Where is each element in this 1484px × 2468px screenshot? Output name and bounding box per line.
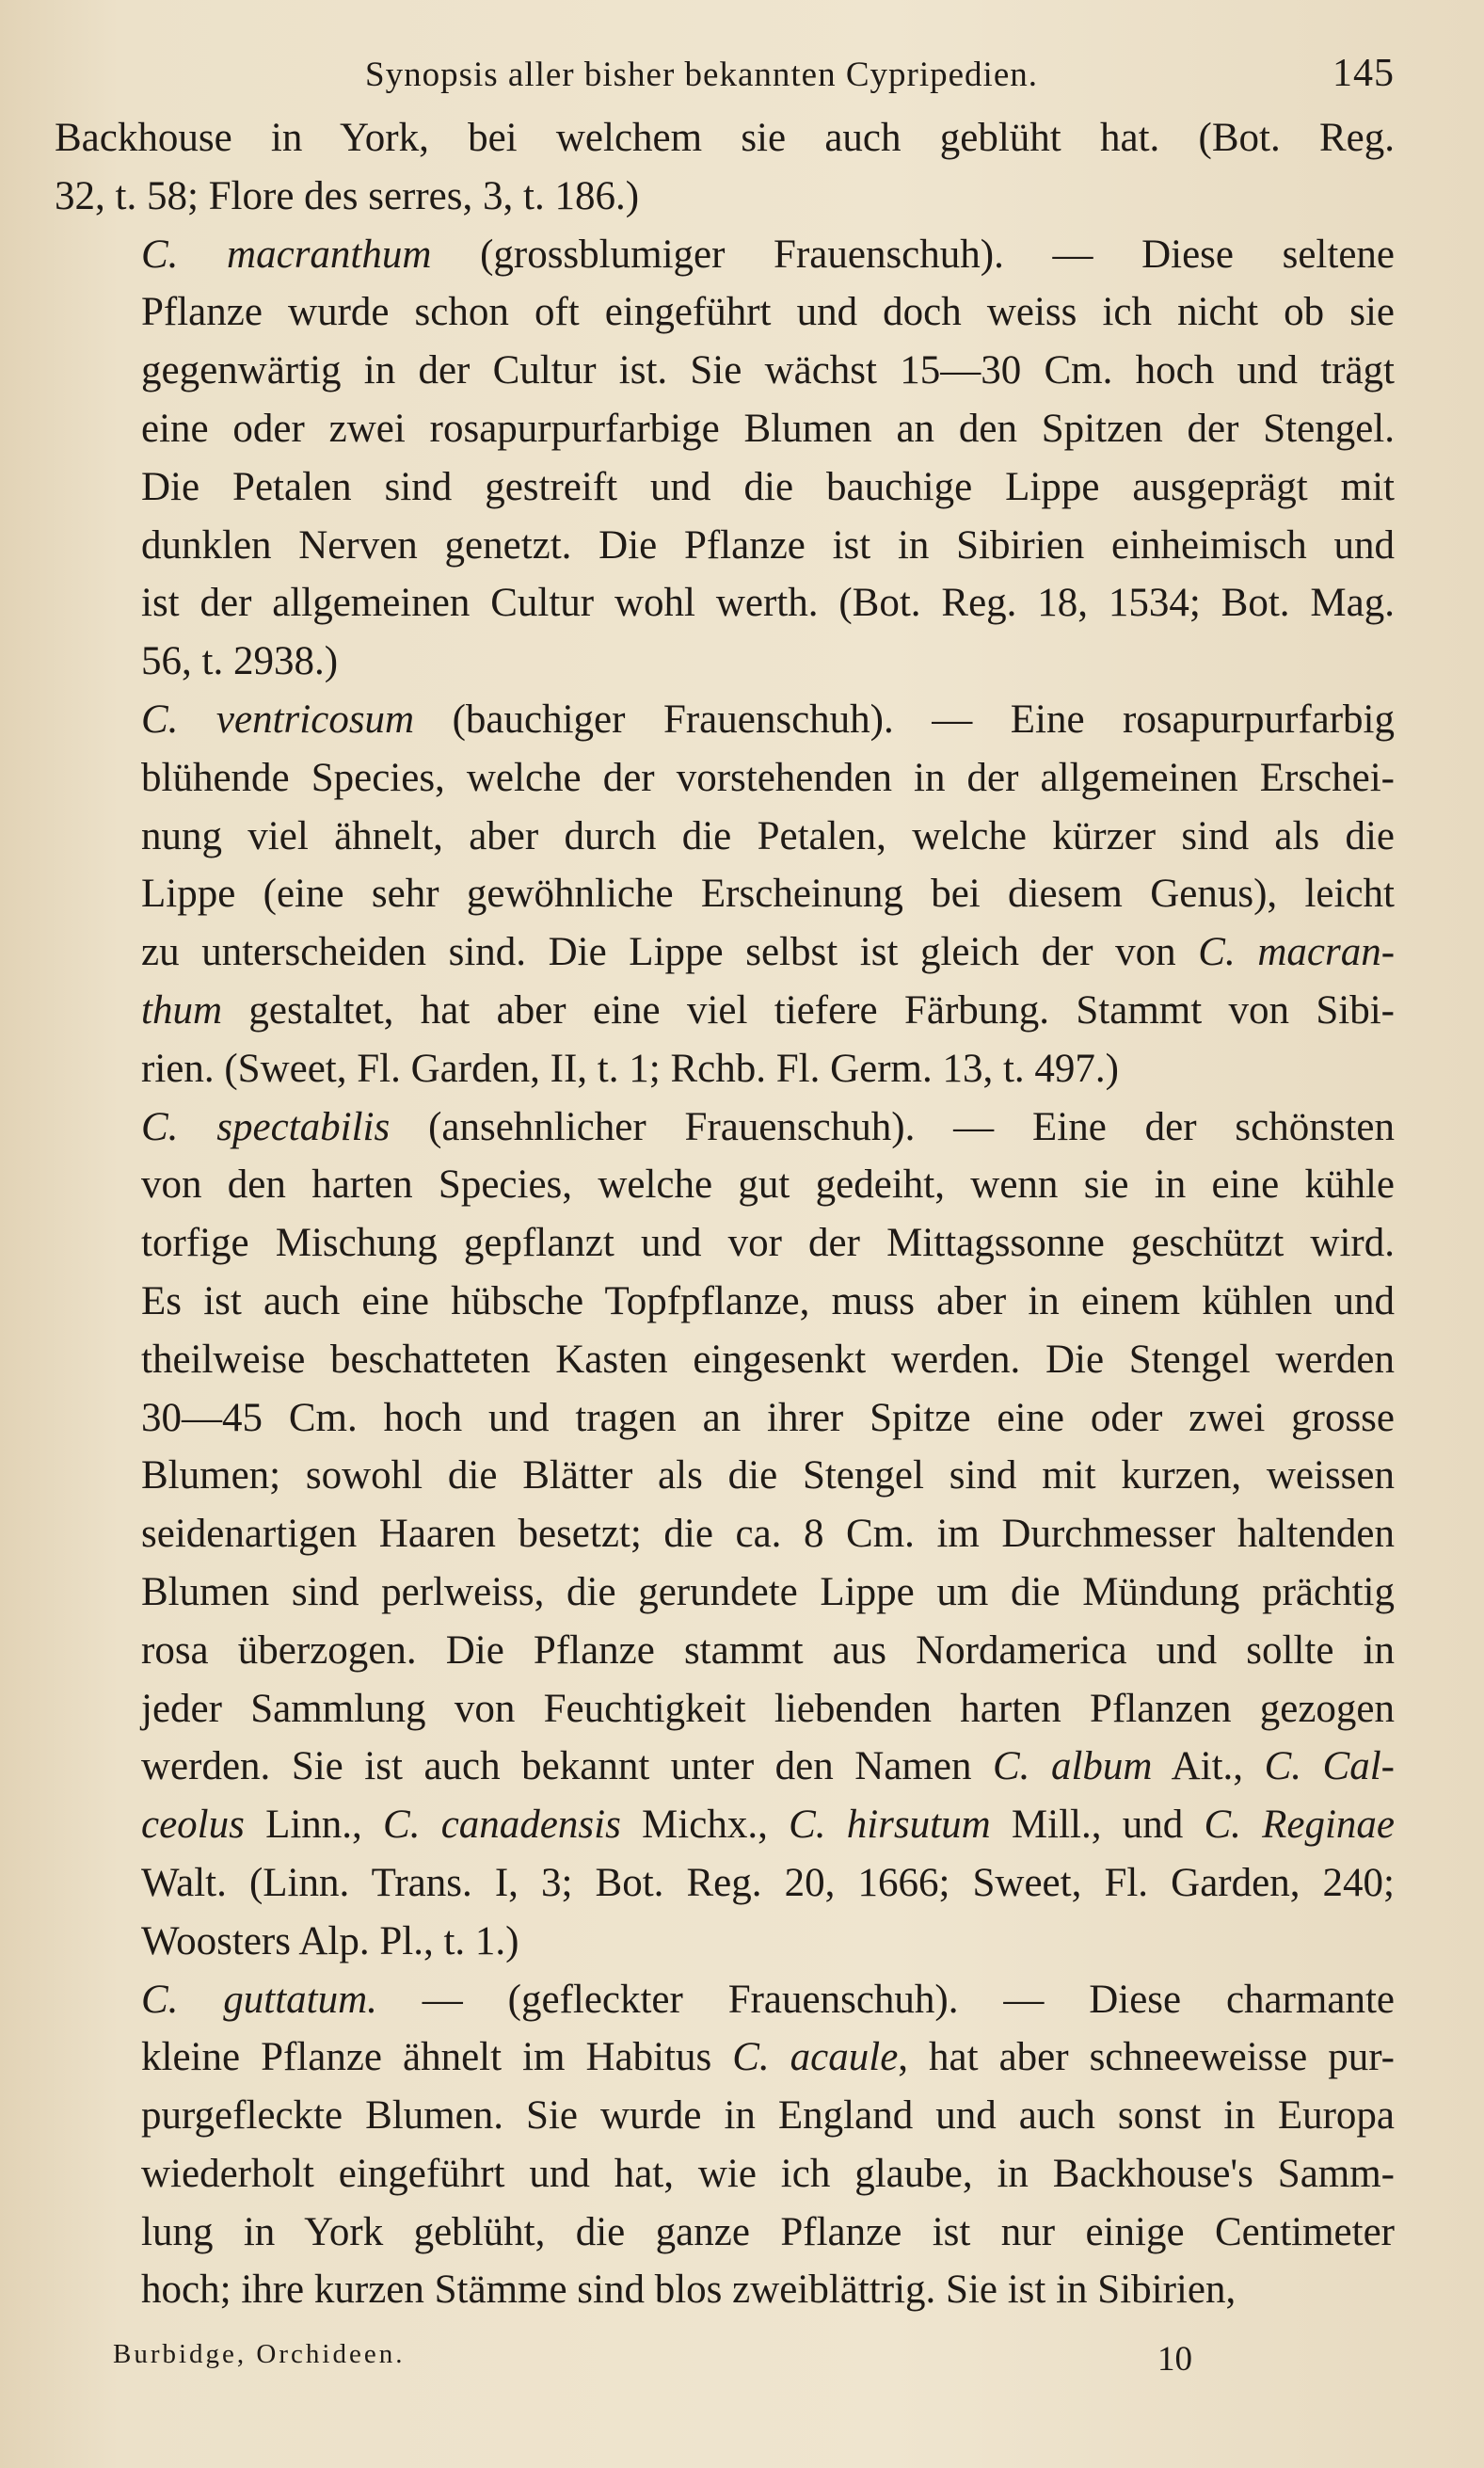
species-name: C. spectabilis (141, 1104, 391, 1149)
body-text (55, 109, 1395, 2319)
text-line (55, 1505, 1395, 1563)
paragraph (55, 226, 1395, 691)
text-line (55, 109, 1395, 168)
running-header (55, 47, 1395, 109)
species-name: C. acaule (732, 2035, 899, 2080)
text-line (55, 1156, 1395, 1214)
text-line (55, 2028, 1395, 2087)
text-line (55, 1273, 1395, 1331)
text-run: blühende Species, welche der vorstehenden in der allgemeinen Erschei- (141, 755, 1395, 800)
text-line (55, 1331, 1395, 1389)
text-run: Mill., und (990, 1803, 1205, 1848)
text-run: seidenartigen Haaren besetzt; die ca. 8 Cm. im Durchmesser haltenden (141, 1512, 1395, 1557)
text-run: Pflanze wurde schon oft eingeführt und doch weiss ich nicht ob sie (141, 290, 1395, 335)
text-line (55, 1389, 1395, 1448)
species-name: C. canadensis (383, 1803, 621, 1848)
species-name: C. album (992, 1744, 1153, 1789)
text-line (55, 1913, 1395, 1971)
text-run: Backhouse in York, bei welchem sie auch geblüht hat. (Bot. Reg. (55, 116, 1395, 160)
species-name: C. Reginae (1204, 1803, 1395, 1848)
text-line (55, 2087, 1395, 2145)
text-run: Woosters Alp. Pl., t. 1.) (141, 1918, 519, 1963)
text-run: — (gefleckter Frauenschuh). — Diese charmante (376, 1977, 1395, 2022)
text-line (55, 2145, 1395, 2204)
text-line (55, 1214, 1395, 1273)
page-number: 145 (1332, 52, 1395, 95)
text-run: gestaltet, hat aber eine viel tiefere Färbung. Stammt von Sibi- (222, 987, 1395, 1033)
text-run: Blumen; sowohl die Blätter als die Stengel sind mit kurzen, weissen (141, 1453, 1395, 1498)
text-run: Lippe (eine sehr gewöhnliche Erscheinung bei diesem Genus), leicht (141, 872, 1395, 917)
text-run: Linn., (244, 1803, 384, 1848)
text-line (55, 982, 1395, 1040)
species-name: thum (141, 987, 222, 1033)
paragraph (55, 1098, 1395, 1971)
text-run: , hat aber schneeweisse pur- (898, 2035, 1395, 2080)
paragraph (55, 1971, 1395, 2320)
text-line (55, 283, 1395, 342)
text-run: torfige Mischung gepflanzt und vor der Mittagssonne geschützt wird. (141, 1221, 1395, 1266)
text-line (55, 1971, 1395, 2029)
text-run: von den harten Species, welche gut gedeiht, wenn sie in eine kühle (141, 1162, 1395, 1208)
text-line (55, 342, 1395, 400)
text-run: Michx., (620, 1803, 790, 1848)
text-run: lung in York geblüht, die ganze Pflanze ist nur einige Centimeter (141, 2209, 1395, 2254)
species-name: C. hirsutum (789, 1803, 991, 1848)
text-line (55, 517, 1395, 575)
text-line (55, 2204, 1395, 2262)
text-line (55, 1040, 1395, 1098)
text-line (55, 923, 1395, 982)
species-name: C. Cal- (1264, 1744, 1395, 1789)
text-run: 56, t. 2938.) (141, 639, 339, 684)
text-run: zu unterscheiden sind. Die Lippe selbst ist gleich der von (141, 930, 1199, 975)
text-run: Es ist auch eine hübsche Topfpflanze, muss aber in einem kühlen und (141, 1278, 1395, 1323)
text-run: nung viel ähnelt, aber durch die Petalen, welche kürzer sind als die (141, 813, 1395, 858)
text-run: dunklen Nerven genetzt. Die Pflanze ist in Sibirien einheimisch und (141, 522, 1395, 568)
text-run: (bauchiger Frauenschuh). — Eine rosapurpurfarbig (414, 697, 1395, 742)
text-run: Walt. (Linn. Trans. I, 3; Bot. Reg. 20, 1666; Sweet, Fl. Garden, 240; (141, 1860, 1395, 1905)
text-run: 32, t. 58; Flore des serres, 3, t. 186.) (55, 173, 640, 218)
running-title: Synopsis aller bisher bekannten Cypripedien. (365, 56, 1039, 94)
text-line (55, 168, 1395, 226)
text-line (55, 633, 1395, 691)
species-name: C. macranthum (141, 232, 432, 277)
text-line (55, 400, 1395, 458)
text-run: Blumen sind perlweiss, die gerundete Lippe um die Mündung prächtig (141, 1569, 1395, 1614)
text-run: (grossblumiger Frauenschuh). — Diese seltene (431, 232, 1395, 277)
text-run: wiederholt eingeführt und hat, wie ich glaube, in Backhouse's Samm- (141, 2151, 1395, 2196)
text-line (55, 458, 1395, 517)
text-run: 30—45 Cm. hoch und tragen an ihrer Spitze eine oder zwei grosse (141, 1395, 1395, 1440)
text-line (55, 1622, 1395, 1680)
page-footer (113, 2339, 1233, 2396)
paragraph (55, 691, 1395, 1098)
text-run: theilweise beschatteten Kasten eingesenkt werden. Die Stengel werden (141, 1337, 1395, 1382)
text-run: kleine Pflanze ähnelt im Habitus (141, 2035, 733, 2080)
species-name: ceolus (141, 1803, 245, 1848)
text-line (55, 2261, 1395, 2319)
text-line (55, 1738, 1395, 1796)
text-run: gegenwärtig in der Cultur ist. Sie wächst 15—30 Cm. hoch und trägt (141, 348, 1395, 393)
text-line (55, 1854, 1395, 1913)
text-run: rien. (Sweet, Fl. Garden, II, t. 1; Rchb. Fl. Germ. 13, t. 497.) (141, 1046, 1119, 1091)
text-run: eine oder zwei rosapurpurfarbige Blumen an den Spitzen der Stengel. (141, 406, 1395, 451)
signature-mark: 10 (1157, 2340, 1192, 2379)
text-line (55, 1680, 1395, 1739)
text-line (55, 1796, 1395, 1854)
text-run: jeder Sammlung von Feuchtigkeit liebenden harten Pflanzen gezogen (141, 1686, 1395, 1731)
text-line (55, 1098, 1395, 1157)
text-run: purgefleckte Blumen. Sie wurde in England und auch sonst in Europa (141, 2093, 1395, 2139)
text-run: hoch; ihre kurzen Stämme sind blos zweiblättrig. Sie ist in Sibirien, (141, 2268, 1237, 2313)
text-run: Die Petalen sind gestreift und die bauchige Lippe ausgeprägt mit (141, 464, 1395, 509)
text-line (55, 691, 1395, 749)
text-line (55, 1447, 1395, 1505)
text-run: werden. Sie ist auch bekannt unter den Namen (141, 1744, 993, 1789)
species-name: C. ventricosum (141, 697, 415, 742)
printer-signature: Burbidge, Orchideen. (113, 2339, 406, 2369)
text-run: ist der allgemeinen Cultur wohl werth. (Bot. Reg. 18, 1534; Bot. Mag. (141, 581, 1395, 626)
species-name: C. guttatum. (141, 1977, 377, 2022)
text-line (55, 749, 1395, 808)
text-line (55, 865, 1395, 923)
paragraph (55, 109, 1395, 226)
text-run: rosa überzogen. Die Pflanze stammt aus Nordamerica und sollte in (141, 1627, 1395, 1673)
text-line (55, 226, 1395, 284)
text-run: Ait., (1152, 1744, 1265, 1789)
species-name: C. macran- (1198, 930, 1396, 975)
text-line (55, 1563, 1395, 1622)
text-run: (ansehnlicher Frauenschuh). — Eine der schönsten (390, 1104, 1395, 1149)
text-line (55, 574, 1395, 633)
text-line (55, 808, 1395, 866)
